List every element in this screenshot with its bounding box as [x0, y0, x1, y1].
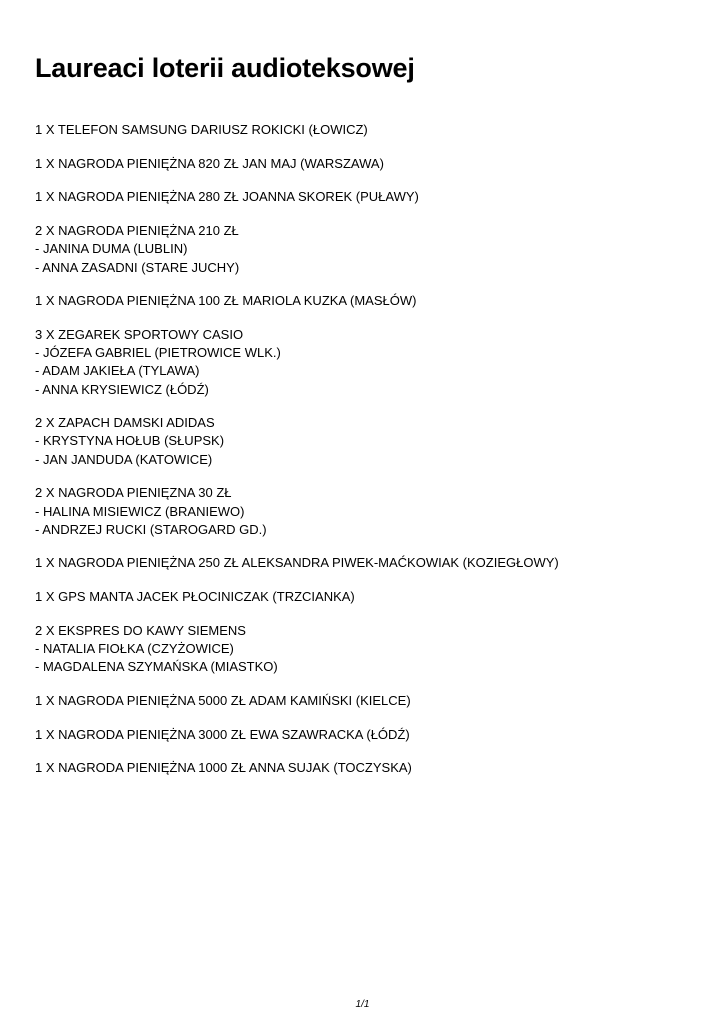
prize-line: 2 X NAGRODA PIENIĘZNA 30 ZŁ: [35, 485, 232, 501]
prize-group: [35, 622, 715, 677]
prize-line: 1 X NAGRODA PIENIĘŻNA 820 ZŁ JAN MAJ (WARSZAWA): [35, 155, 384, 171]
prize-line: 1 X NAGRODA PIENIĘŻNA 3000 ZŁ EWA SZAWRACKA (ŁÓDŹ): [35, 726, 410, 742]
winner-line: - NATALIA FIOŁKA (CZYŻOWICE): [35, 641, 234, 657]
prize-line: 3 X ZEGAREK SPORTOWY CASIO: [35, 326, 244, 342]
prize-group: [35, 326, 715, 399]
winner-line: - ADAM JAKIEŁA (TYLAWA): [35, 363, 200, 379]
prize-group: [35, 121, 715, 139]
winner-line: - JÓZEFA GABRIEL (PIETROWICE WLK.): [35, 345, 281, 361]
winner-line: - ANNA ZASADNI (STARE JUCHY): [35, 259, 240, 275]
prize-group: [35, 588, 715, 606]
prize-line: 1 X GPS MANTA JACEK PŁOCINICZAK (TRZCIANKA): [35, 589, 355, 605]
prize-line: 2 X EKSPRES DO KAWY SIEMENS: [35, 622, 246, 638]
winner-line: - HALINA MISIEWICZ (BRANIEWO): [35, 503, 245, 519]
prize-group: [35, 222, 715, 277]
prize-group: [35, 414, 715, 469]
winner-line: - JAN JANDUDA (KATOWICE): [35, 451, 213, 467]
prize-line: 2 X NAGRODA PIENIĘŻNA 210 ZŁ: [35, 223, 239, 239]
prize-group: [35, 188, 715, 206]
page-number: 1/1: [355, 999, 370, 1010]
prize-line: 1 X NAGRODA PIENIĘŻNA 250 ZŁ ALEKSANDRA PIWEK-MAĆKOWIAK (KOZIEGŁOWY): [35, 555, 559, 571]
prize-group: [35, 692, 715, 710]
prize-group: [35, 554, 715, 572]
prize-line: 1 X TELEFON SAMSUNG DARIUSZ ROKICKI (ŁOWICZ): [35, 122, 368, 137]
prize-line: 1 X NAGRODA PIENIĘŻNA 280 ZŁ JOANNA SKOREK (PUŁAWY): [35, 189, 419, 205]
prize-group: [35, 726, 715, 744]
prize-group: [35, 759, 715, 777]
winner-line: - MAGDALENA SZYMAŃSKA (MIASTKO): [35, 659, 278, 675]
prize-line: 1 X NAGRODA PIENIĘŻNA 100 ZŁ MARIOLA KUZKA (MASŁÓW): [35, 293, 417, 309]
page-title: Laureaci loterii audioteksowej: [35, 53, 415, 83]
winner-line: - ANNA KRYSIEWICZ (ŁÓDŹ): [35, 381, 209, 397]
prize-group: [35, 484, 715, 539]
winner-line: - KRYSTYNA HOŁUB (SŁUPSK): [35, 433, 225, 449]
winner-line: - JANINA DUMA (LUBLIN): [35, 241, 188, 257]
prize-line: 1 X NAGRODA PIENIĘŻNA 1000 ZŁ ANNA SUJAK (TOCZYSKA): [35, 760, 412, 776]
winners-list: [35, 121, 715, 793]
prize-group: [35, 292, 715, 310]
prize-line: 1 X NAGRODA PIENIĘŻNA 5000 ZŁ ADAM KAMIŃSKI (KIELCE): [35, 692, 411, 708]
prize-line: 2 X ZAPACH DAMSKI ADIDAS: [35, 415, 215, 431]
winner-line: - ANDRZEJ RUCKI (STAROGARD GD.): [35, 521, 267, 537]
prize-group: [35, 155, 715, 173]
